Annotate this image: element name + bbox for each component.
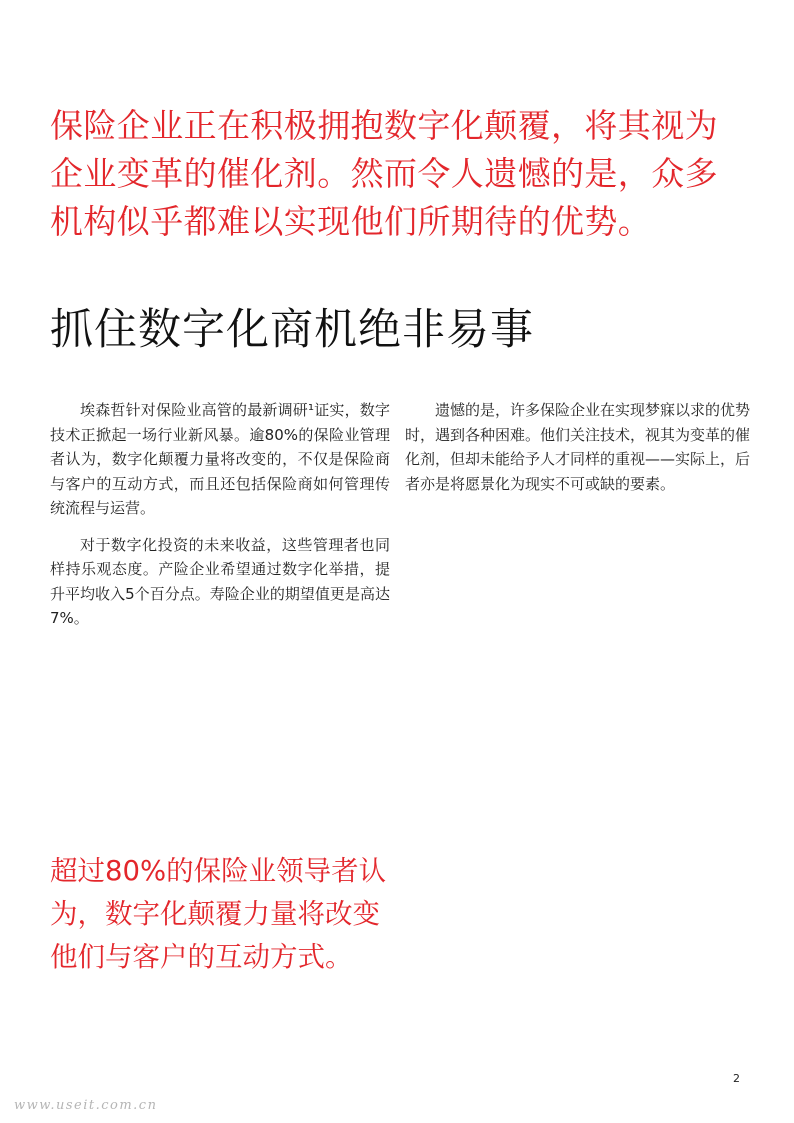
left-column <box>50 398 390 643</box>
body-paragraph: 埃森哲针对保险业高管的最新调研¹证实，数字技术正掀起一场行业新风暴。逾80%的保险业管理者认为，数字化颠覆力量将改变的，不仅是保险商与客户的互动方式，而且还包括保险商如何管理传统流程与运营。 <box>50 401 390 517</box>
body-paragraph: 遗憾的是，许多保险企业在实现梦寐以求的优势时，遇到各种困难。他们关注技术，视其为变革的催化剂，但却未能给予人才同样的重视——实际上，后者亦是将愿景化为现实不可或缺的要素。 <box>405 401 751 493</box>
body-paragraph: 对于数字化投资的未来收益，这些管理者也同样持乐观态度。产险企业希望通过数字化举措，提升平均收入5个百分点。寿险企业的期望值更是高达7%。 <box>50 535 390 627</box>
watermark: www.useit.com.cn <box>14 1098 158 1113</box>
section-title: 抓住数字化商机绝非易事 <box>50 305 534 355</box>
right-column <box>405 398 750 508</box>
intro-statement: 保险企业正在积极拥抱数字化颠覆，将其视为企业变革的催化剂。然而令人遗憾的是，众多机构似乎都难以实现他们所期待的优势。 <box>50 106 718 241</box>
page-number: 2 <box>733 1072 740 1085</box>
pull-quote: 超过80%的保险业领导者认为，数字化颠覆力量将改变他们与客户的互动方式。 <box>50 855 387 973</box>
